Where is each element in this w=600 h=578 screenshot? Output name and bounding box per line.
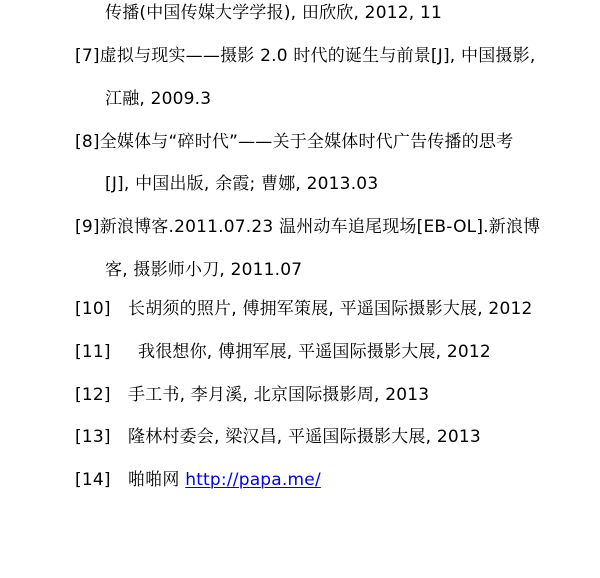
reference-10-body — [128, 298, 533, 320]
reference-13-body — [128, 426, 481, 448]
reference-7 — [75, 45, 535, 67]
reference-13 — [75, 426, 111, 448]
reference-11-body — [138, 341, 491, 363]
reference-12-body — [128, 384, 429, 406]
reference-9 — [75, 216, 540, 238]
reference-7-line-1: 虚拟与现实——摄影 2.0 时代的诞生与前景[J], 中国摄影, — [99, 46, 536, 66]
reference-12-text: 手工书, 李月溪, 北京国际摄影周, 2013 — [128, 385, 430, 405]
reference-14-text: 啪啪网 — [128, 470, 180, 490]
reference-6-continuation — [105, 2, 442, 24]
reference-14-number: [14] — [75, 470, 111, 490]
papa-me-link[interactable]: http://papa.me/ — [185, 470, 321, 490]
reference-8-line-2: [J], 中国出版, 余霞; 曹娜, 2013.03 — [105, 174, 379, 194]
reference-6-line-2: 传播(中国传媒大学学报), 田欣欣, 2012, 11 — [105, 3, 442, 23]
reference-7-line-2: 江融, 2009.3 — [105, 89, 212, 109]
reference-13-text: 隆林村委会, 梁汉昌, 平遥国际摄影大展, 2013 — [128, 427, 481, 447]
reference-14 — [75, 469, 111, 491]
reference-11-text: 我很想你, 傅拥军展, 平遥国际摄影大展, 2012 — [138, 342, 491, 362]
reference-8 — [75, 131, 513, 153]
reference-10-text: 长胡须的照片, 傅拥军策展, 平遥国际摄影大展, 2012 — [128, 299, 533, 319]
reference-8-continuation — [105, 173, 378, 195]
reference-9-continuation — [105, 259, 302, 281]
reference-9-line-1: 新浪博客.2011.07.23 温州动车追尾现场[EB-OL].新浪博 — [99, 217, 541, 237]
reference-13-number: [13] — [75, 427, 111, 447]
reference-12 — [75, 384, 111, 406]
reference-11 — [75, 341, 111, 363]
reference-7-continuation — [105, 88, 211, 110]
reference-10-number: [10] — [75, 299, 111, 319]
reference-8-number: [8] — [75, 132, 100, 152]
reference-9-number: [9] — [75, 217, 100, 237]
reference-11-number: [11] — [75, 342, 111, 362]
reference-7-number: [7] — [75, 46, 100, 66]
reference-14-body — [128, 469, 321, 491]
reference-9-line-2: 客, 摄影师小刀, 2011.07 — [105, 260, 303, 280]
reference-8-line-1: 全媒体与“碎时代”——关于全媒体时代广告传播的思考 — [99, 132, 514, 152]
reference-12-number: [12] — [75, 385, 111, 405]
reference-10 — [75, 298, 111, 320]
